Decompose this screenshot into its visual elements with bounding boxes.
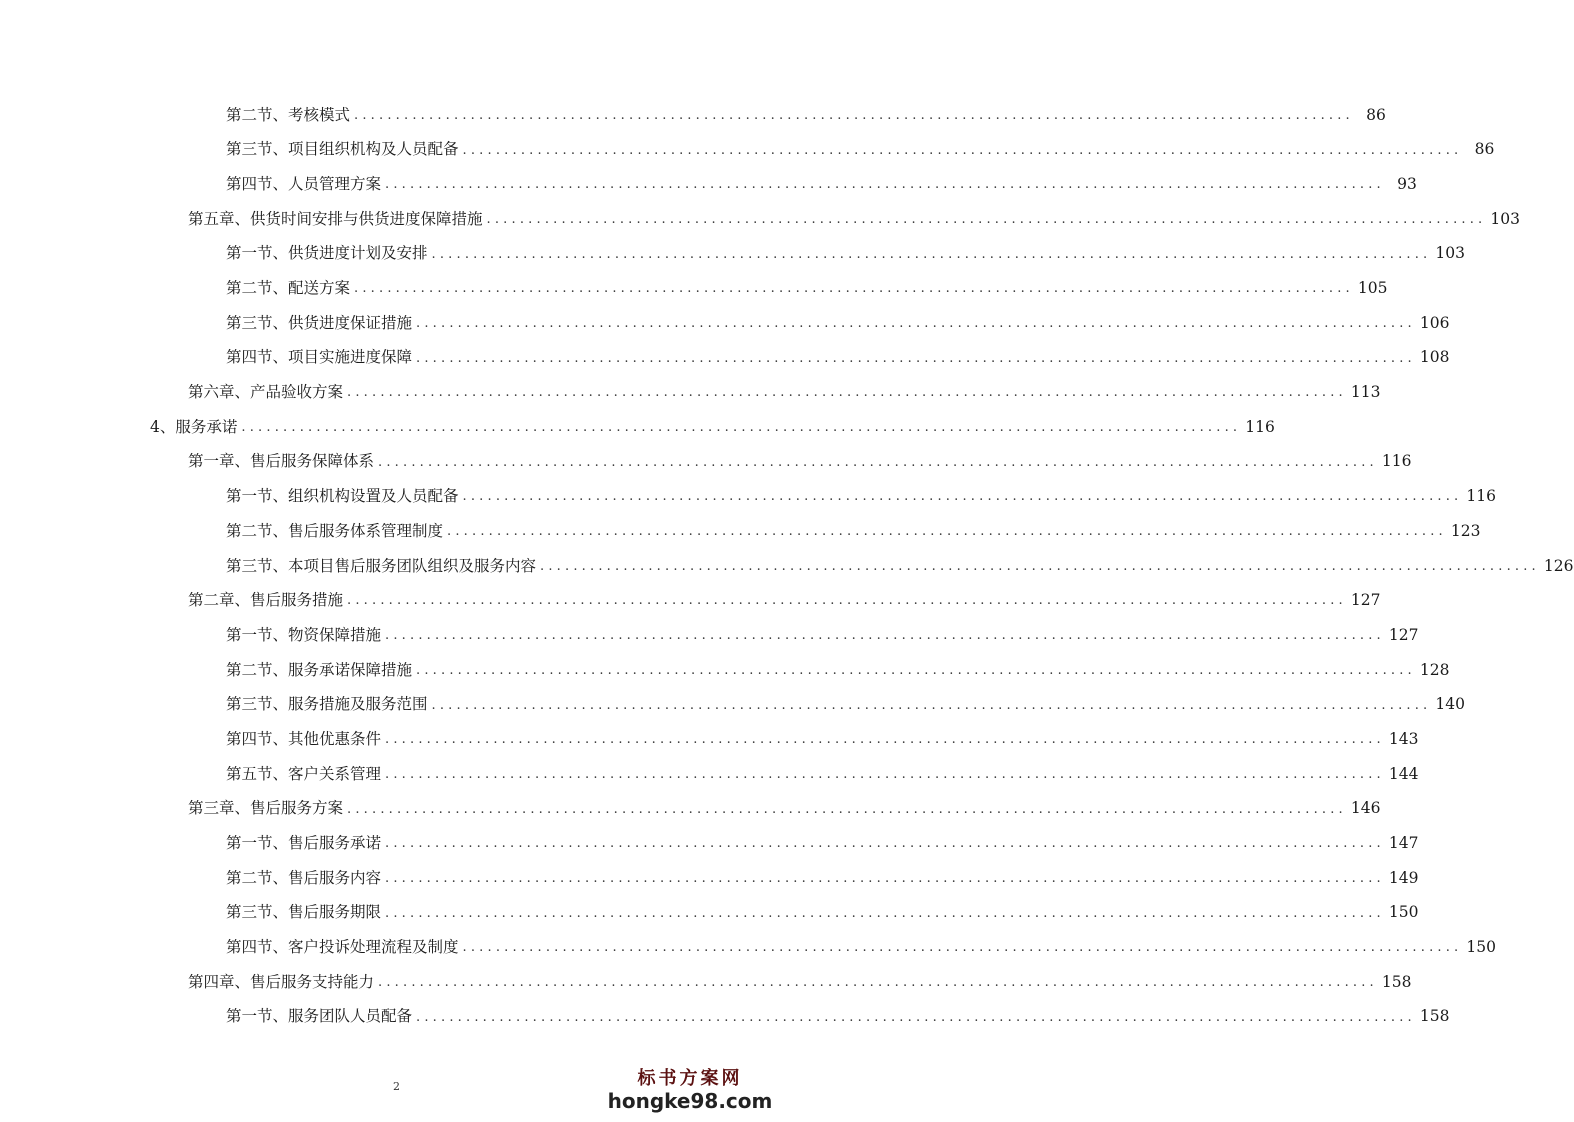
toc-entry[interactable]: [0, 271, 1388, 306]
toc-entry[interactable]: [0, 861, 1419, 896]
dot-leader: ........................................................................................................................: [462, 142, 1463, 158]
toc-entry[interactable]: [0, 792, 1381, 827]
toc-entry[interactable]: [0, 306, 1450, 341]
toc-entry-page: 113: [1350, 383, 1381, 402]
toc-entry-title: 第五章、供货时间安排与供货进度保障措施: [188, 209, 483, 228]
toc-entry-page: 147: [1388, 834, 1419, 853]
toc-entry-page: 86: [1366, 105, 1386, 124]
toc-entry[interactable]: [0, 826, 1419, 861]
dot-leader: ........................................................................................................................: [462, 489, 1463, 505]
toc-entry[interactable]: [0, 757, 1419, 792]
watermark-logo: [605, 1068, 775, 1112]
toc-entry[interactable]: [0, 341, 1450, 376]
dot-leader: ........................................................................................................................: [431, 697, 1432, 713]
dot-leader: ........................................................................................................................: [385, 905, 1385, 921]
toc-entry-title: 第一节、售后服务承诺: [226, 834, 382, 853]
toc-entry[interactable]: [0, 514, 1481, 549]
dot-leader: ........................................................................................................................: [347, 801, 1347, 817]
toc-entry-page: 128: [1419, 660, 1450, 679]
toc-entry-title: 第四节、项目实施进度保障: [226, 348, 413, 367]
toc-entry[interactable]: [0, 202, 1520, 237]
toc-entry[interactable]: [0, 480, 1496, 515]
toc-entry-title: 第三节、本项目售后服务团队组织及服务内容: [226, 556, 537, 575]
toc-entry[interactable]: [0, 931, 1496, 966]
toc-entry-title: 第一节、服务团队人员配备: [226, 1007, 413, 1026]
toc-entry-title: 第三章、售后服务方案: [188, 799, 344, 818]
dot-leader: ........................................................................................................................: [241, 420, 1242, 436]
toc-entry-title: 第四章、售后服务支持能力: [188, 972, 375, 991]
dot-leader: ........................................................................................................................: [347, 385, 1347, 401]
toc-entry-title: 第三节、服务措施及服务范围: [226, 695, 428, 714]
dot-leader: ........................................................................................................................: [447, 524, 1447, 540]
toc-entry-title: 第三节、售后服务期限: [226, 903, 382, 922]
toc-entry-title: 第一节、组织机构设置及人员配备: [226, 487, 459, 506]
toc-entry[interactable]: [0, 653, 1450, 688]
toc-entry[interactable]: [0, 133, 1495, 168]
dot-leader: ........................................................................................................................: [416, 315, 1416, 331]
dot-leader: ........................................................................................................................: [385, 732, 1385, 748]
toc-entry-page: 127: [1350, 591, 1381, 610]
dot-leader: ........................................................................................................................: [416, 1009, 1416, 1025]
toc-entry-title: 第二章、售后服务措施: [188, 591, 344, 610]
dot-leader: ........................................................................................................................: [431, 246, 1432, 262]
toc-entry-page: 140: [1435, 695, 1465, 714]
watermark-name: 标书方案网: [637, 1068, 743, 1089]
toc-entry-title: 第二节、配送方案: [226, 279, 351, 298]
toc-entry[interactable]: [0, 167, 1417, 202]
toc-entry[interactable]: [0, 896, 1419, 931]
toc-entry[interactable]: [0, 965, 1412, 1000]
table-of-contents: [0, 98, 1574, 1035]
dot-leader: ........................................................................................................................: [385, 177, 1385, 193]
toc-entry[interactable]: [0, 722, 1419, 757]
toc-entry-page: 127: [1388, 625, 1419, 644]
page-number: 2: [393, 1080, 400, 1093]
watermark-url: hongke98.com: [607, 1089, 773, 1113]
dot-leader: ........................................................................................................................: [378, 454, 1378, 470]
toc-entry-title: 第二节、考核模式: [226, 105, 351, 124]
dot-leader: ........................................................................................................................: [385, 836, 1385, 852]
toc-entry[interactable]: [0, 237, 1465, 272]
dot-leader: ........................................................................................................................: [354, 281, 1354, 297]
toc-entry[interactable]: [0, 98, 1386, 133]
toc-entry[interactable]: [0, 376, 1381, 411]
toc-entry-page: 149: [1388, 868, 1419, 887]
toc-entry-title: 第五节、客户关系管理: [226, 764, 382, 783]
toc-entry-title: 第一节、物资保障措施: [226, 625, 382, 644]
toc-entry-title: 第六章、产品验收方案: [188, 383, 344, 402]
toc-entry-title: 第三节、供货进度保证措施: [226, 313, 413, 332]
dot-leader: ........................................................................................................................: [385, 766, 1385, 782]
toc-entry-page: 106: [1419, 313, 1450, 332]
toc-entry-page: 150: [1388, 903, 1419, 922]
dot-leader: ........................................................................................................................: [385, 628, 1385, 644]
toc-entry-page: 105: [1357, 279, 1388, 298]
toc-entry-page: 86: [1474, 140, 1495, 159]
toc-entry-title: 第四节、其他优惠条件: [226, 729, 382, 748]
toc-entry-page: 116: [1381, 452, 1412, 471]
dot-leader: ........................................................................................................................: [416, 662, 1416, 678]
toc-entry[interactable]: [0, 410, 1275, 445]
toc-entry-page: 123: [1450, 521, 1481, 540]
toc-entry-page: 103: [1435, 244, 1465, 263]
dot-leader: ........................................................................................................................: [385, 870, 1385, 886]
toc-entry-title: 第一节、供货进度计划及安排: [226, 244, 428, 263]
toc-entry-title: 第四节、人员管理方案: [226, 174, 382, 193]
toc-entry-page: 93: [1397, 174, 1417, 193]
toc-entry-title: 第二节、售后服务体系管理制度: [226, 521, 444, 540]
toc-entry-page: 103: [1490, 209, 1520, 228]
toc-entry[interactable]: [0, 549, 1574, 584]
dot-leader: ........................................................................................................................: [486, 211, 1487, 227]
toc-entry-page: 158: [1381, 972, 1412, 991]
toc-entry-page: 143: [1388, 729, 1419, 748]
toc-entry-page: 126: [1543, 556, 1574, 575]
toc-entry-page: 146: [1350, 799, 1381, 818]
toc-entry[interactable]: [0, 1000, 1450, 1035]
toc-entry-page: 150: [1466, 938, 1496, 957]
toc-entry[interactable]: [0, 445, 1412, 480]
toc-entry-page: 108: [1419, 348, 1450, 367]
toc-entry-page: 116: [1245, 417, 1275, 436]
toc-entry-title: 第二节、售后服务内容: [226, 868, 382, 887]
toc-entry-title: 第四节、客户投诉处理流程及制度: [226, 938, 459, 957]
toc-entry[interactable]: [0, 584, 1381, 619]
dot-leader: ........................................................................................................................: [354, 107, 1354, 123]
dot-leader: ........................................................................................................................: [540, 558, 1540, 574]
dot-leader: ........................................................................................................................: [378, 975, 1378, 991]
toc-entry-title: 第一章、售后服务保障体系: [188, 452, 375, 471]
toc-entry[interactable]: [0, 688, 1465, 723]
toc-entry[interactable]: [0, 618, 1419, 653]
dot-leader: ........................................................................................................................: [416, 350, 1416, 366]
dot-leader: ........................................................................................................................: [462, 940, 1463, 956]
toc-entry-title: 第二节、服务承诺保障措施: [226, 660, 413, 679]
toc-entry-page: 144: [1388, 764, 1419, 783]
toc-entry-title: 4、服务承诺: [150, 417, 238, 436]
dot-leader: ........................................................................................................................: [347, 593, 1347, 609]
toc-entry-page: 158: [1419, 1007, 1450, 1026]
toc-entry-title: 第三节、项目组织机构及人员配备: [226, 140, 459, 159]
toc-entry-page: 116: [1466, 487, 1496, 506]
